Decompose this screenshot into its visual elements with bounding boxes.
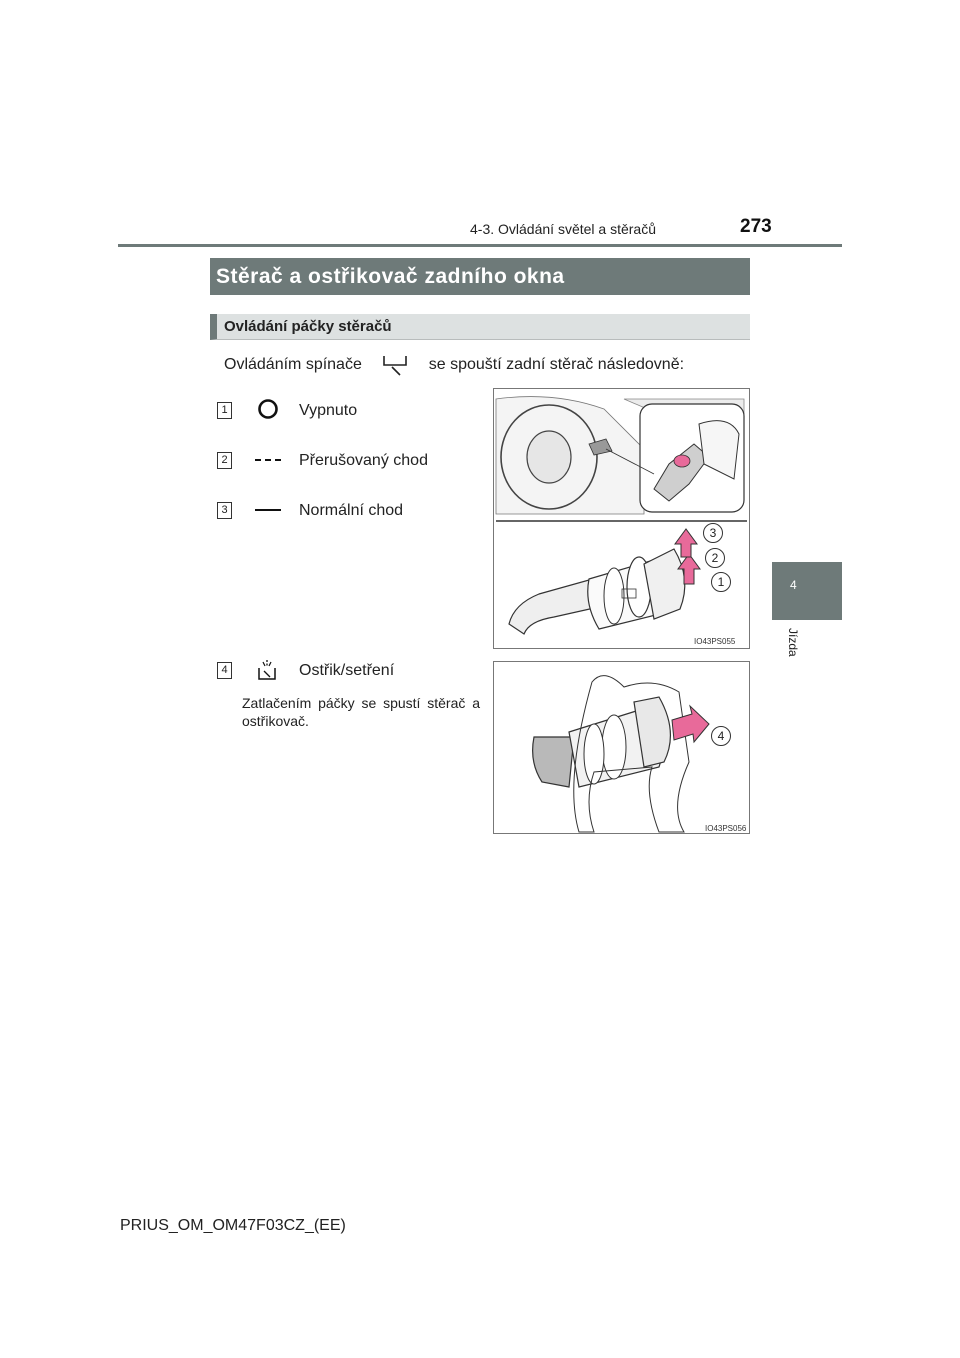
- washer-lever-illustration: [494, 662, 749, 833]
- page-number: 273: [740, 216, 772, 237]
- intro-text: [224, 353, 684, 377]
- callout-2: 2: [705, 548, 725, 568]
- item-number-1: 1: [217, 402, 232, 419]
- figure-wiper-lever-positions: [493, 388, 750, 649]
- callout-4: 4: [711, 726, 731, 746]
- chapter-number: 4: [790, 578, 797, 592]
- intro-before: Ovládáním spínače: [224, 356, 362, 373]
- header-section-title: 4-3. Ovládání světel a stěračů: [470, 221, 656, 237]
- item-number-3: 3: [217, 502, 232, 519]
- figure-code-2: IO43PS056: [705, 824, 747, 833]
- chapter-name: Jízda: [786, 628, 800, 657]
- chapter-tab: [772, 562, 842, 620]
- item-label-3: Normální chod: [299, 502, 404, 519]
- wiper-lever-illustration: [494, 389, 749, 648]
- figure-washer-push: [493, 661, 750, 834]
- dashed-line-icon: [254, 452, 282, 470]
- section-title: Stěrač a ostřikovač zadního okna: [210, 258, 750, 295]
- item-label-2: Přerušovaný chod: [299, 452, 428, 469]
- figure-code-1: IO43PS055: [694, 637, 736, 646]
- callout-1: 1: [711, 572, 731, 592]
- washer-icon: [256, 658, 278, 687]
- item-label-4: Ostřik/setření: [299, 662, 395, 679]
- solid-line-icon: [254, 502, 282, 520]
- item-label-1: Vypnuto: [299, 402, 358, 419]
- item-description-4: Zatlačením páčky se spustí stěrač a ostřikovač.: [242, 695, 480, 729]
- footer-document-code: PRIUS_OM_OM47F03CZ_(EE): [120, 1217, 346, 1234]
- off-circle-icon: [256, 398, 280, 425]
- intro-after: se spouští zadní stěrač následovně:: [428, 356, 685, 373]
- subsection-title: Ovládání páčky stěračů: [210, 314, 750, 340]
- item-number-2: 2: [217, 452, 232, 469]
- header-rule: [118, 244, 842, 247]
- rear-wiper-switch-icon: [372, 353, 418, 377]
- callout-3: 3: [703, 523, 723, 543]
- item-number-4: 4: [217, 662, 232, 679]
